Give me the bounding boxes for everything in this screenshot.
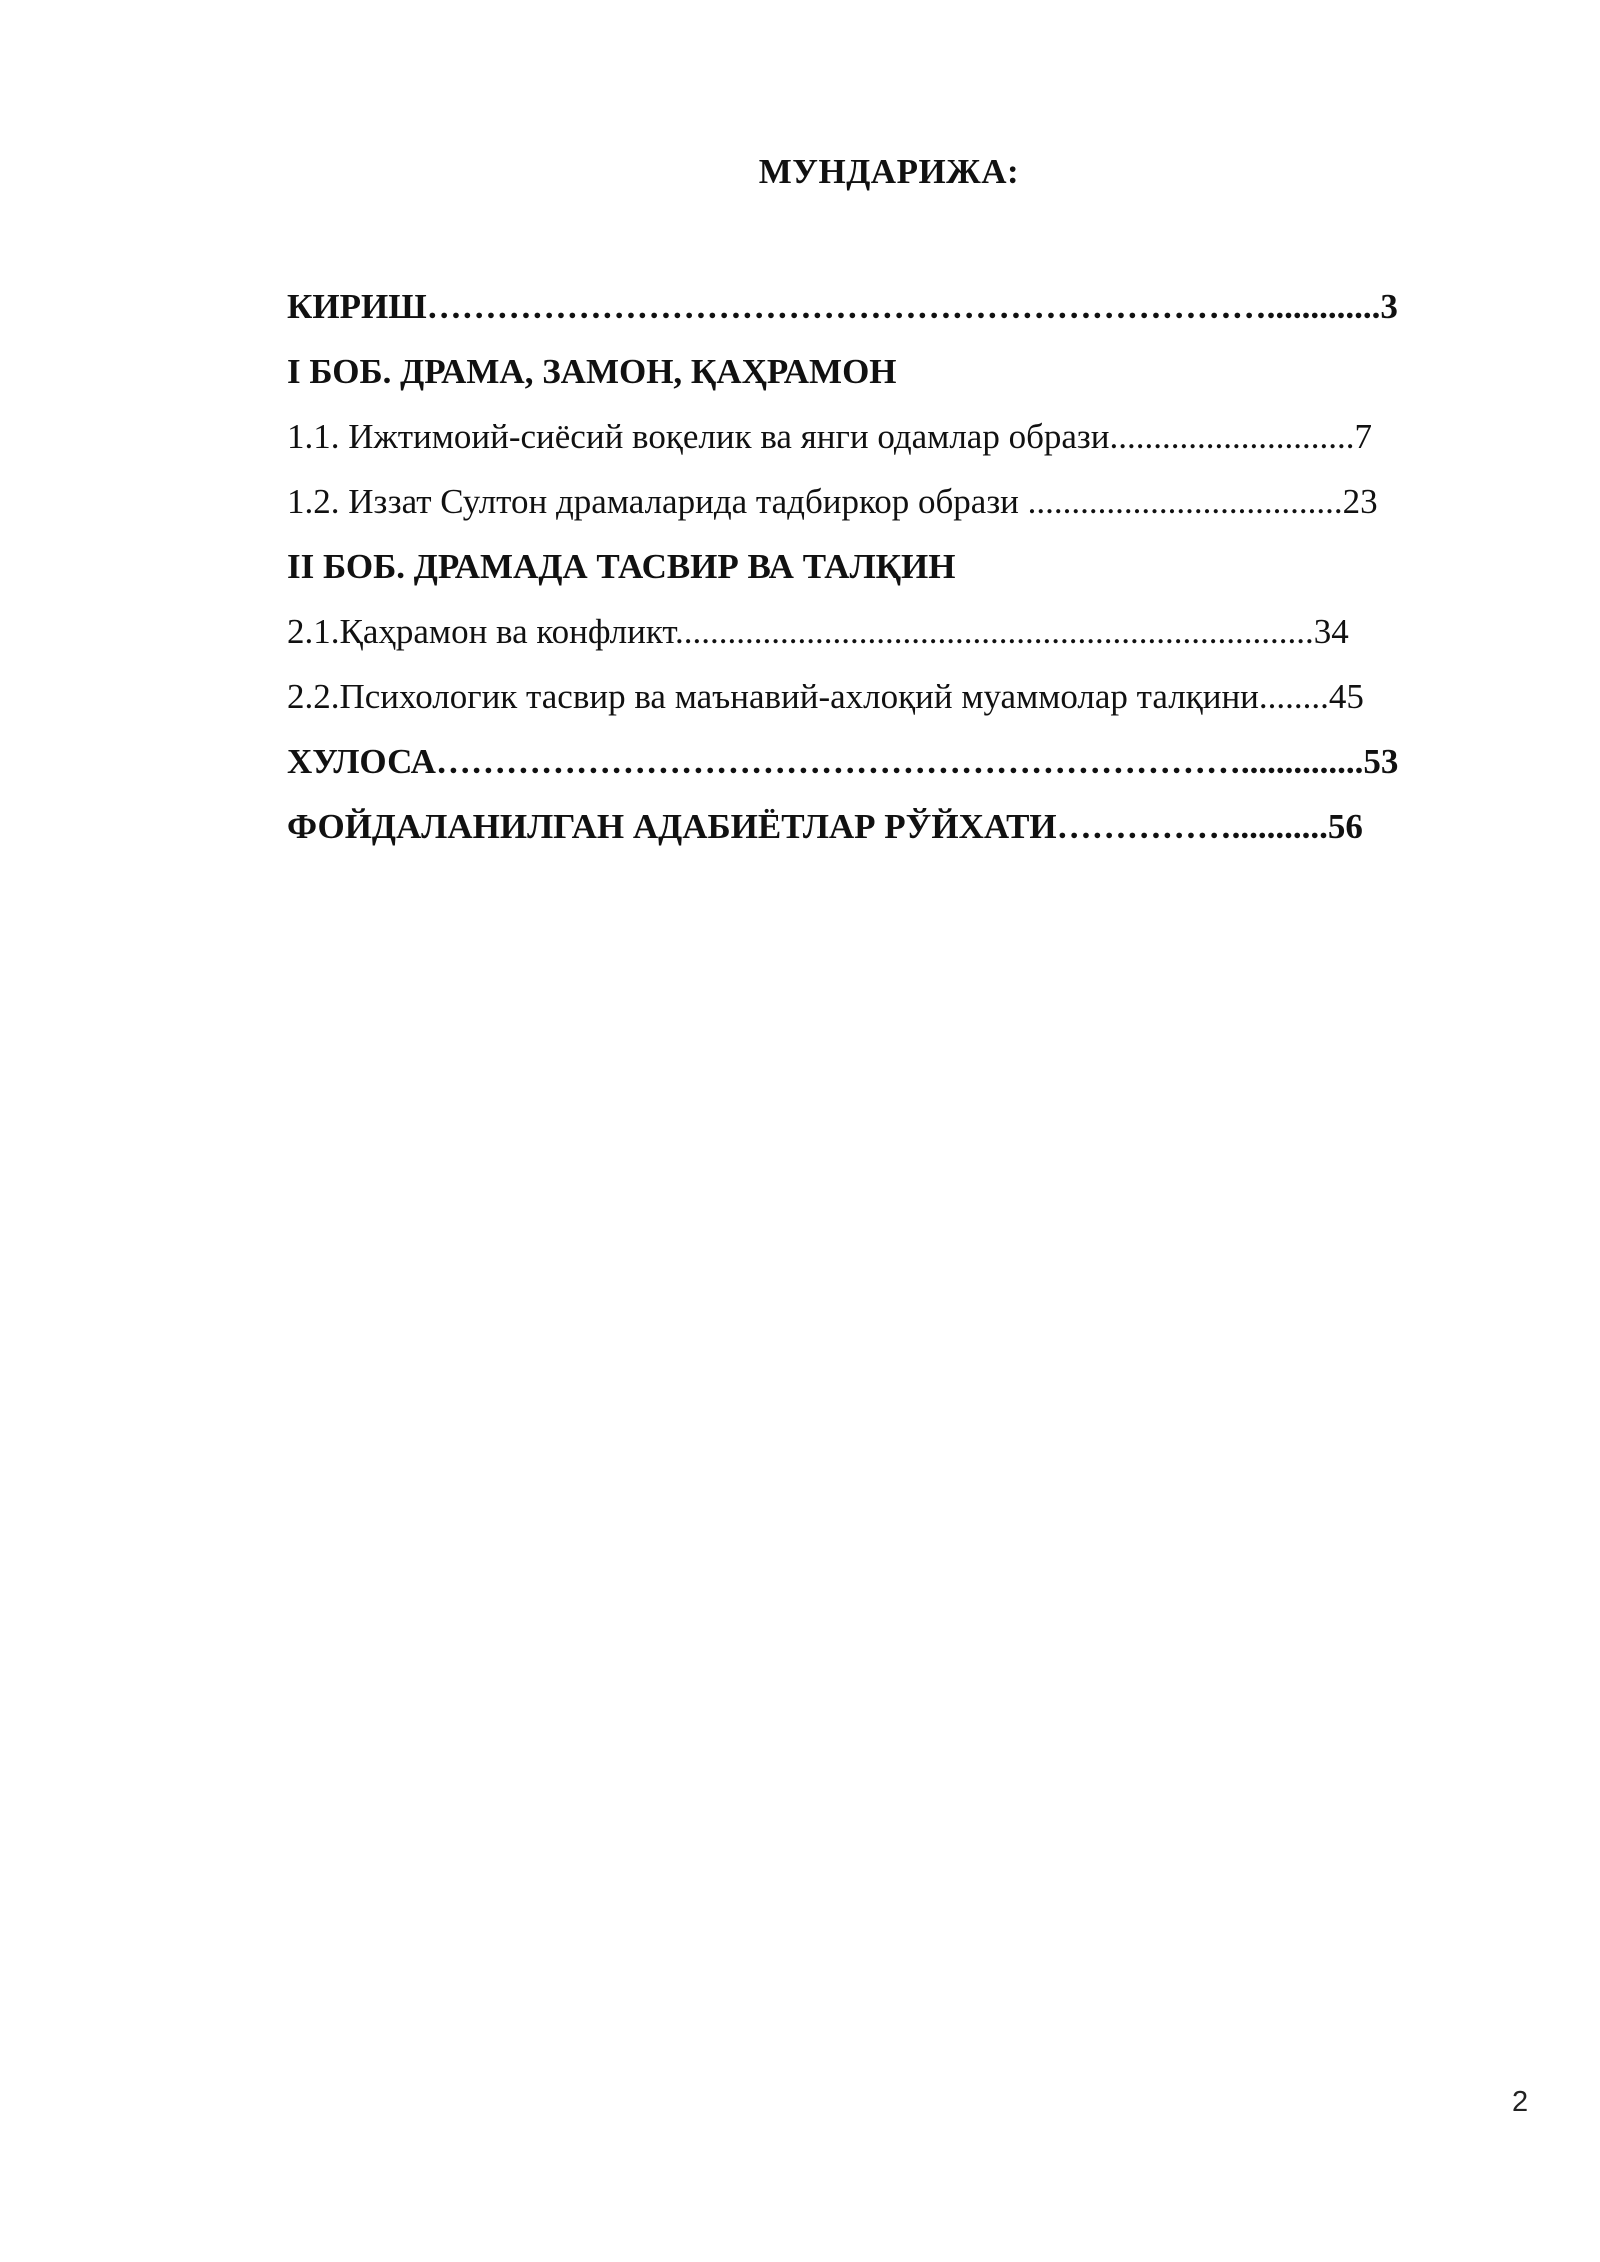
toc-chapter-2-heading: II БОБ. ДРАМАДА ТАСВИР ВА ТАЛҚИН	[287, 547, 956, 586]
table-of-contents	[287, 282, 1487, 867]
toc-entry-references: ФОЙДАЛАНИЛГАН АДАБИЁТЛАР РЎЙХАТИ……………...........56	[287, 807, 1363, 846]
toc-section-1-1: 1.1. Ижтимоий-сиёсий воқелик ва янги одамлар образи............................7	[287, 417, 1372, 456]
toc-entry-introduction: КИРИШ……………………………………………………………….............3	[287, 287, 1398, 326]
toc-section-2-1: 2.1.Қаҳрамон ва конфликт.........................................................................34	[287, 612, 1349, 651]
toc-section-1-2: 1.2. Иззат Султон драмаларида тадбиркор образи ....................................23	[287, 482, 1378, 521]
page-number: 2	[1512, 2086, 1529, 2118]
toc-chapter-1-heading: I БОБ. ДРАМА, ЗАМОН, ҚАҲРАМОН	[287, 352, 897, 391]
page-title: МУНДАРИЖА:	[758, 152, 1020, 191]
toc-entry-conclusion: ХУЛОСА……………………………………………………………..............53	[287, 742, 1399, 781]
toc-section-2-2: 2.2.Психологик тасвир ва маънавий-ахлоқий муаммолар талқини........45	[287, 677, 1364, 716]
